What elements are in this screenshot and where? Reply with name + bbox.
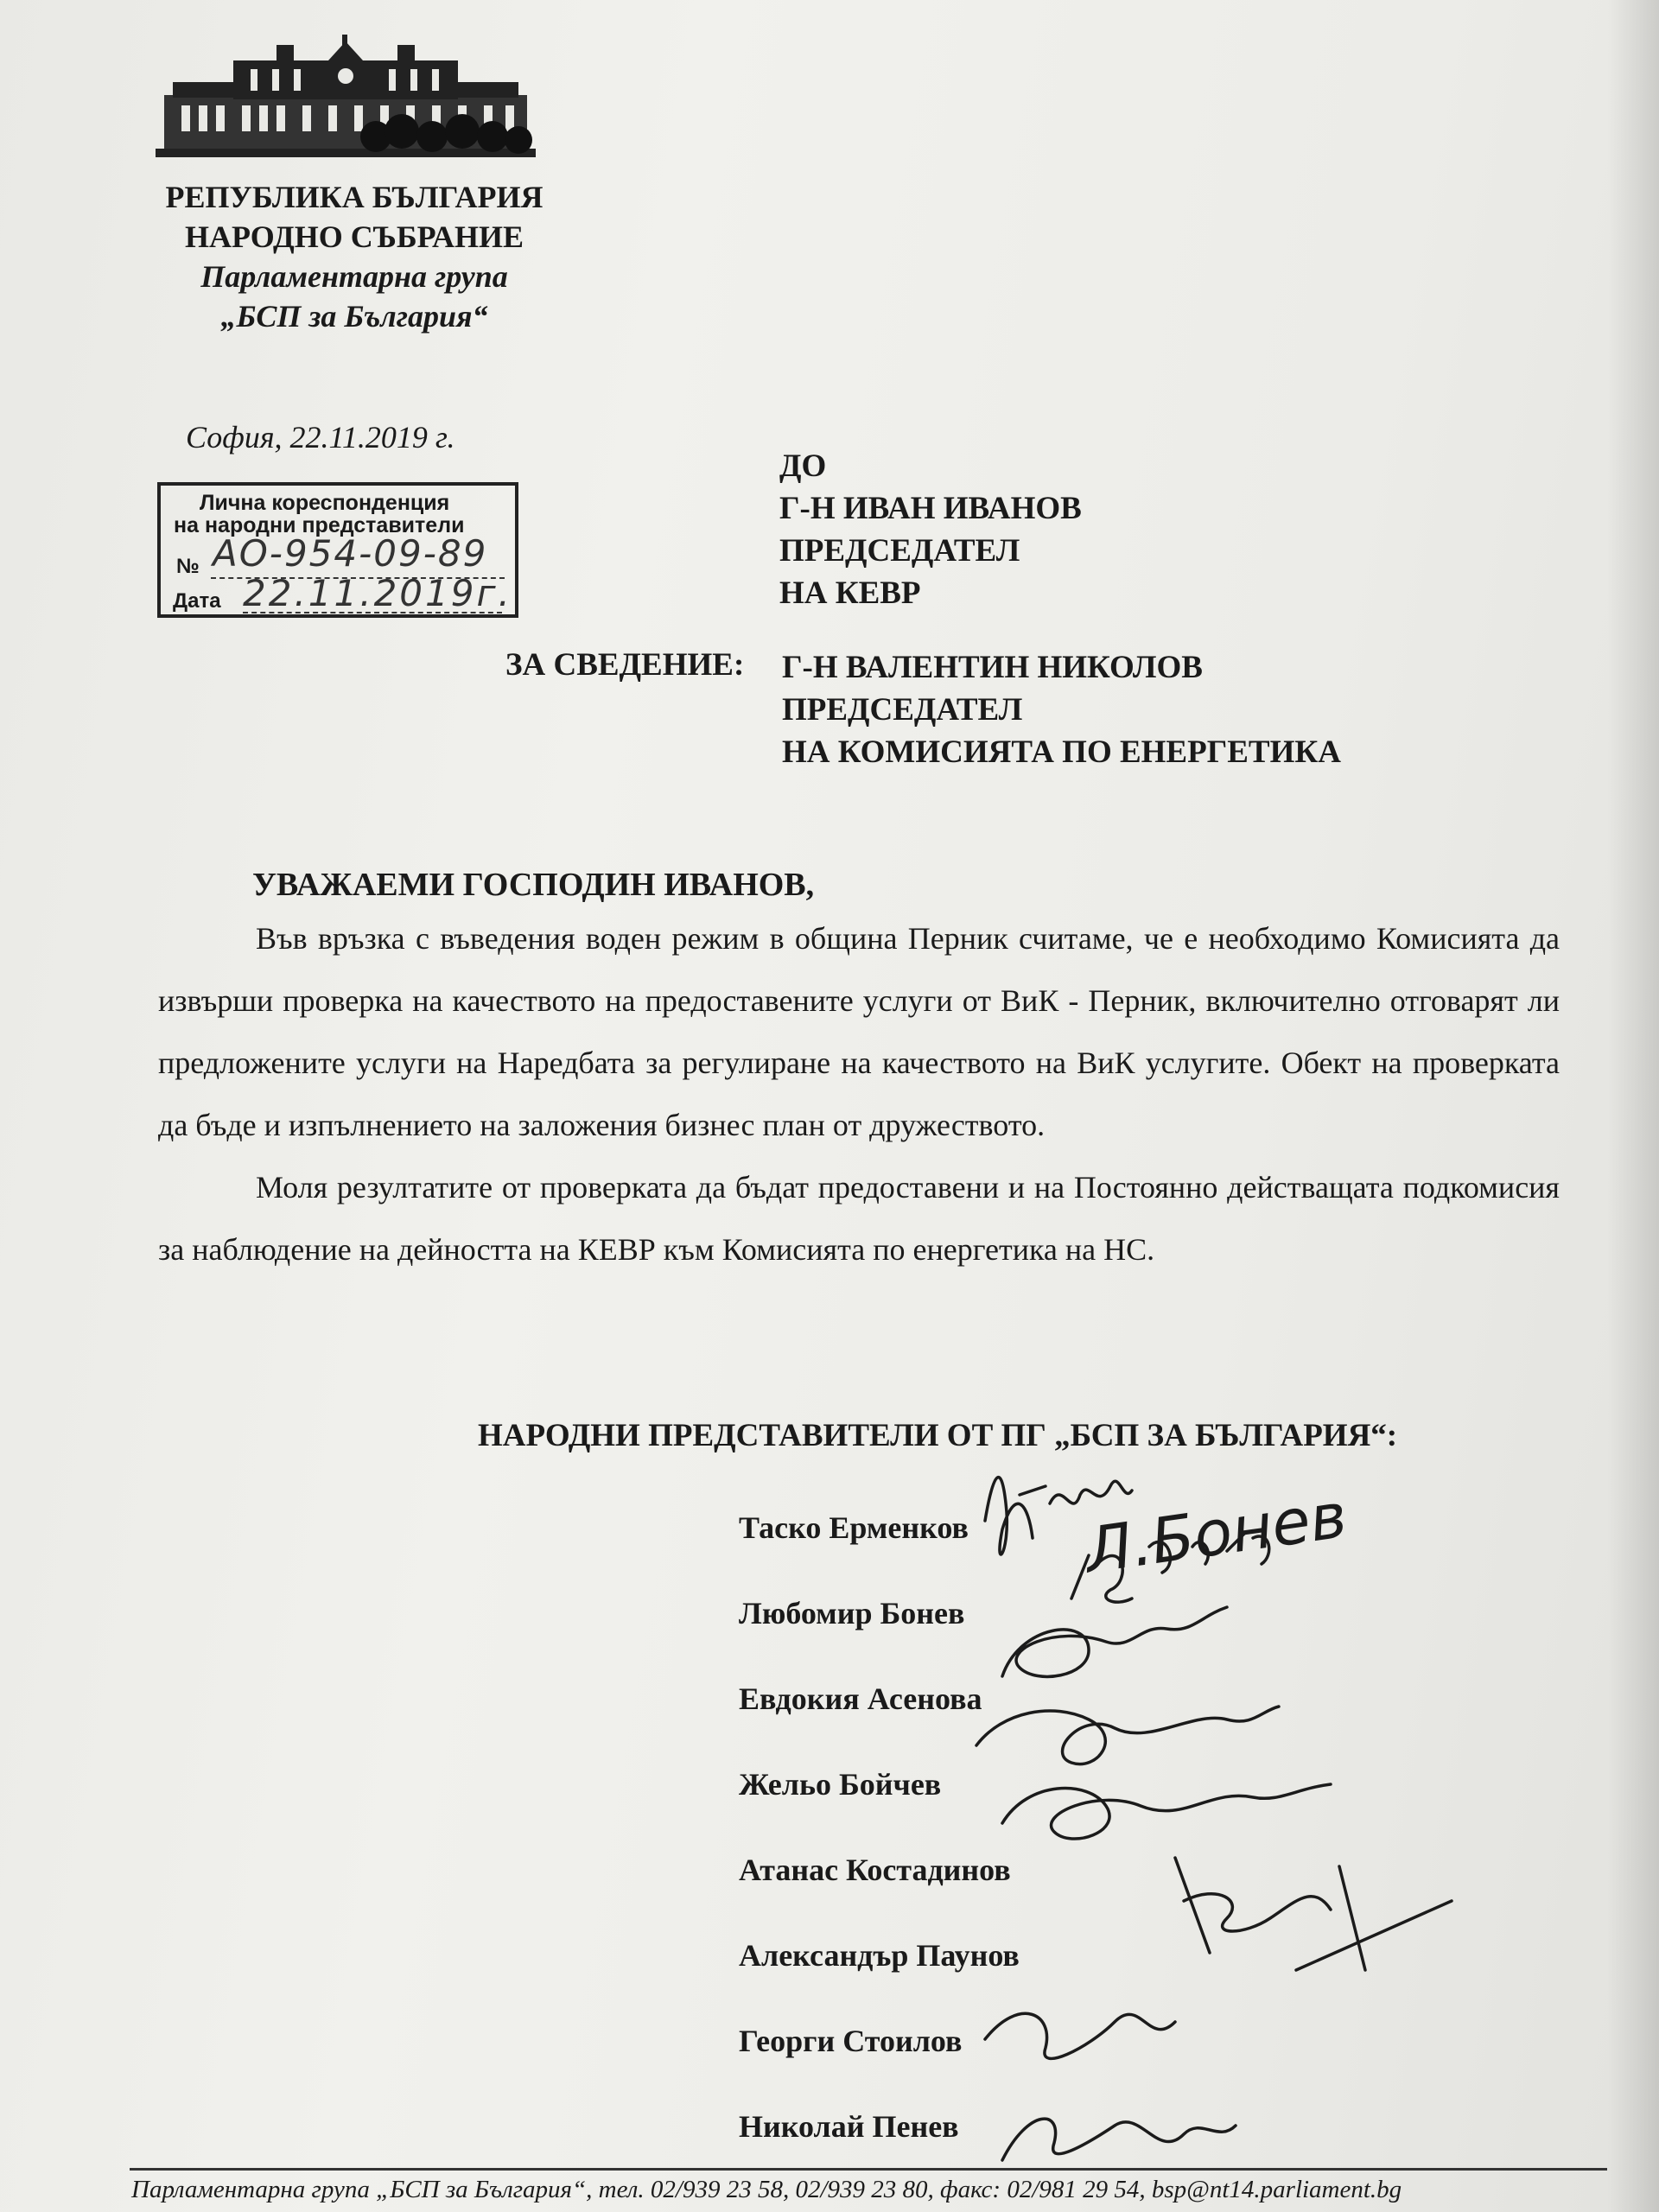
- header-assembly: НАРОДНО СЪБРАНИЕ: [184, 219, 524, 254]
- footer-contacts: Парламентарна група „БСП за България“, тел. 02/939 23 58, 02/939 23 80, факс: 02/981 29 54, bsp@nt14.parliament.bg: [131, 2176, 1402, 2203]
- svg-text:Л.Бонев: Л.Бонев: [1080, 1478, 1351, 1587]
- registration-stamp: [157, 482, 518, 618]
- for-info-line-2: ПРЕДСЕДАТЕЛ: [782, 692, 1023, 728]
- recipient-line-1: ДО: [779, 448, 827, 484]
- recipient-line-2: Г-Н ИВАН ИВАНОВ: [779, 491, 1082, 526]
- letter-date: София, 22.11.2019 г.: [186, 420, 455, 454]
- signatory-name: Георги Стоилов: [739, 2024, 963, 2058]
- signature-7: [985, 2013, 1175, 2058]
- signatories-title: НАРОДНИ ПРЕДСТАВИТЕЛИ ОТ ПГ „БСП ЗА БЪЛГАРИЯ“:: [478, 1418, 1398, 1453]
- signatory-name: Таско Ерменков: [739, 1510, 969, 1545]
- header-group-name: „БСП за България“: [220, 299, 488, 334]
- stamp-number-value: АО-954-09-89: [213, 532, 488, 575]
- stamp-date-line: [243, 612, 502, 613]
- signature-3: [1002, 1607, 1227, 1676]
- signature-4: [976, 1707, 1279, 1764]
- signature-5: [1002, 1784, 1331, 1839]
- body-paragraph-2: Моля резултатите от проверката да бъдат предоставени и на Постоянно действащата подкомисия за наблюдение на дейността на КЕВР към Комисията по енергетика на НС.: [158, 1170, 1560, 1267]
- sender-header: [147, 177, 562, 336]
- stamp-number-label: №: [176, 555, 200, 578]
- footer-divider: [130, 2168, 1607, 2171]
- signatory-name: Николай Пенев: [739, 2109, 959, 2144]
- body-paragraph-1: Във връзка с въведения воден режим в община Перник считаме, че е необходимо Комисията да извърши проверка на качеството на предоставените услуги от ВиК - Перник, включително отговарят ли предложените услуги на Наредбата за регулиране на качеството на ВиК услугите. Обект на проверката да бъде и изпълнението на заложения бизнес план от дружеството.: [158, 921, 1560, 1142]
- signatory-name: Евдокия Асенова: [739, 1681, 982, 1716]
- signature-8: [1002, 2119, 1236, 2160]
- parliament-building-logo: [156, 35, 536, 164]
- signatory-name: Александър Паунов: [739, 1938, 1020, 1973]
- for-info-block: [782, 646, 1341, 773]
- stamp-title-2: на народни представители: [174, 513, 465, 537]
- header-republic: РЕПУБЛИКА БЪЛГАРИЯ: [165, 180, 543, 214]
- recipient-line-3: ПРЕДСЕДАТЕЛ: [779, 533, 1020, 569]
- signatory-name: Атанас Костадинов: [739, 1853, 1011, 1887]
- stamp-date-value: 22.11.2019г.: [243, 572, 512, 614]
- stamp-title-1: Лична кореспонденция: [200, 491, 450, 515]
- stamp-date-label: Дата: [173, 589, 221, 613]
- recipient-block: [779, 445, 1082, 614]
- page-edge-shadow: [1607, 0, 1659, 2212]
- header-group: Парламентарна група: [200, 259, 508, 294]
- recipient-line-4: НА КЕВР: [779, 575, 921, 611]
- salutation: УВАЖАЕМИ ГОСПОДИН ИВАНОВ,: [252, 867, 815, 903]
- letter-body: [158, 907, 1560, 1281]
- for-info-line-1: Г-Н ВАЛЕНТИН НИКОЛОВ: [782, 650, 1203, 685]
- signatory-name: Жельо Бойчев: [739, 1767, 942, 1802]
- handwritten-signatures: [968, 1452, 1486, 2169]
- signatory-name: Любомир Бонев: [739, 1596, 965, 1630]
- for-info-line-3: НА КОМИСИЯТА ПО ЕНЕРГЕТИКА: [782, 734, 1341, 770]
- for-info-label: ЗА СВЕДЕНИЕ:: [505, 647, 745, 683]
- signature-6: [1175, 1858, 1452, 1970]
